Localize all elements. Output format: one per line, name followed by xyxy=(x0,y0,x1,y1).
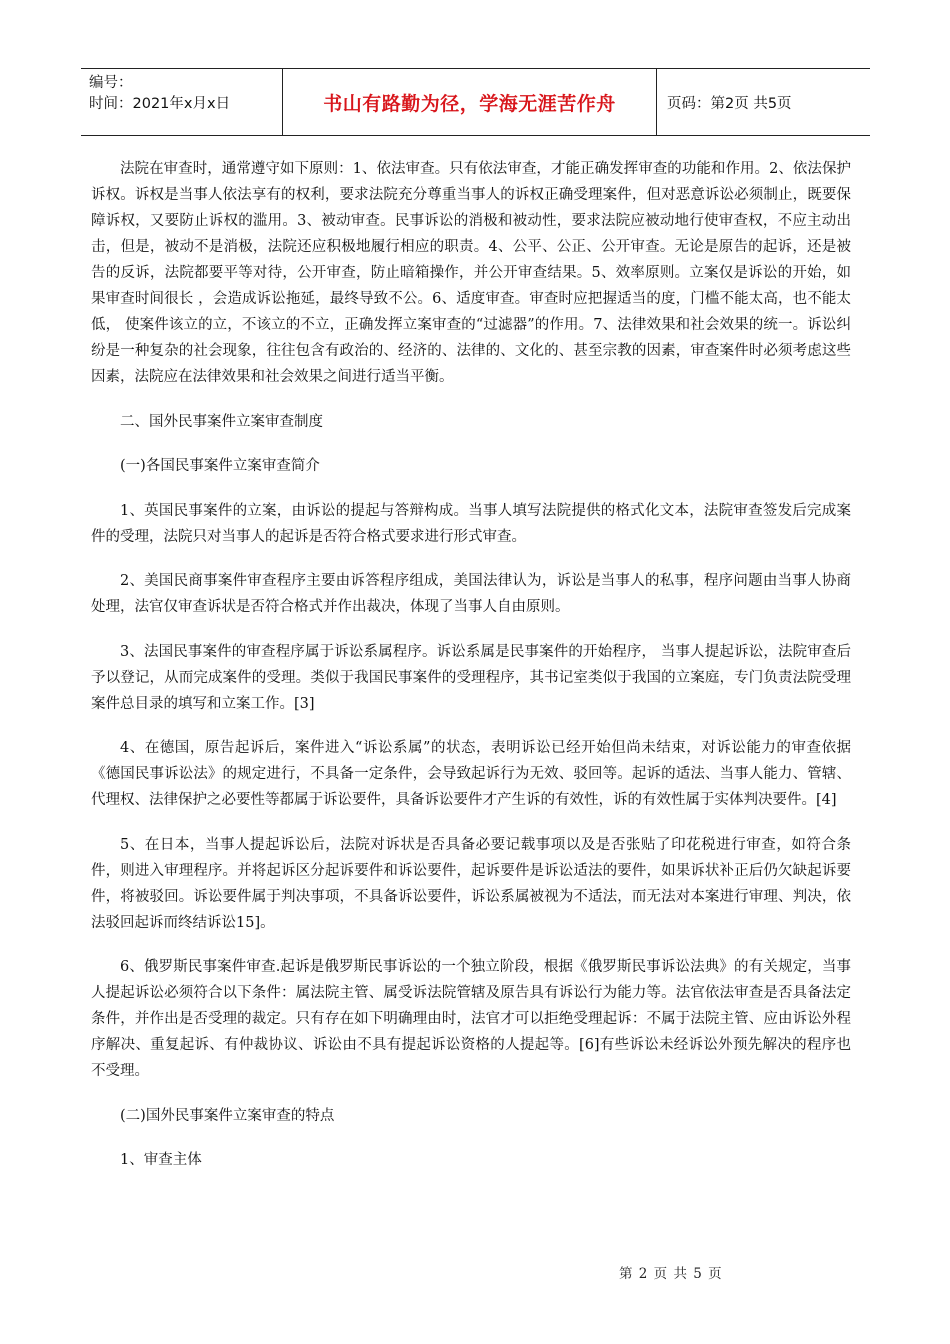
paragraph-germany: 4、在德国，原告起诉后，案件进入“诉讼系属”的状态，表明诉讼已经开始但尚未结束，对诉讼能力的审查依据《德国民事诉讼法》的规定进行，不具备一定条件，会导致起诉行为无效、驳回等。起诉的适法、当事人能力、管辖、代理权、法律保护之必要性等都属于诉讼要件，具备诉讼要件才产生诉的有效性，诉的有效性属于实体判决要件。[4] xyxy=(91,740,851,808)
document-number-label: 编号： xyxy=(89,75,133,91)
subsection-heading-features: (二)国外民事案件立案审查的特点 xyxy=(120,1107,335,1124)
document-header xyxy=(81,68,870,136)
document-body xyxy=(91,156,851,1192)
page-footer: 第 2 页 共 5 页 xyxy=(619,1266,723,1282)
header-motto: 书山有路勤为径，学海无涯苦作舟 xyxy=(283,69,657,135)
document-date-label: 时间：2021年x月x日 xyxy=(89,96,231,112)
header-page-number: 页码：第2页 共5页 xyxy=(667,95,792,112)
paragraph-russia: 6、俄罗斯民事案件审查.起诉是俄罗斯民事诉讼的一个独立阶段，根据《俄罗斯民事诉讼法典》的有关规定，当事人提起诉讼必须符合以下条件：属法院主管、属受诉法院管辖及原告具有诉讼行为能力等。法官依法审查是否具备法定条件，并作出是否受理的裁定。只有存在如下明确理由时，法官才可以拒绝受理起诉：不属于法院主管、应由诉讼外程序解决、重复起诉、有仲裁协议、诉讼由不具有提起诉讼资格的人提起等。[6]有些诉讼未经诉讼外预先解决的程序也不受理。 xyxy=(91,959,851,1079)
paragraph-us: 2、美国民商事案件审查程序主要由诉答程序组成，美国法律认为，诉讼是当事人的私事，程序问题由当事人协商处理，法官仅审查诉状是否符合格式并作出裁决，体现了当事人自由原则。 xyxy=(91,573,851,615)
header-meta xyxy=(81,69,283,135)
subsection-heading-overview: (一)各国民事案件立案审查简介 xyxy=(120,458,320,474)
paragraph-uk: 1、英国民事案件的立案，由诉讼的提起与答辩构成。当事人填写法院提供的格式化文本，法院审查签发后完成案件的受理，法院只对当事人的起诉是否符合格式要求进行形式审查。 xyxy=(91,502,851,545)
item-heading-review-subject: 1、审查主体 xyxy=(120,1152,202,1168)
paragraph-review-principles: 法院在审查时，通常遵守如下原则：1、依法审查。只有依法审查，才能正确发挥审查的功能和作用。2、依法保护诉权。诉权是当事人依法享有的权利，要求法院充分尊重当事人的诉权正确受理案件，但对恶意诉讼必须制止，既要保障诉权，又要防止诉权的滥用。3、被动审查。民事诉讼的消极和被动性，要求法院应被动地行使审查权，不应主动出击，但是，被动不是消极，法院还应积极地履行相应的职责。4、公平、公正、公开审查。无论是原告的起诉，还是被告的反诉，法院都要平等对待，公开审查，防止暗箱操作，并公开审查结果。5、效率原则。立案仅是诉讼的开始，如果审查时间很长 ，会造成诉讼拖延，最终导致不公。6、适度审查。审查时应把握适当的度，门槛不能太高，也不能太低， 使案件该立的立，不该立的不立，正确发挥立案审查的“过滤器”的作用。7、法律效果和社会效果的统一。诉讼纠纷是一种复杂的社会现象，往往包含有政治的、经济的、法律的、文化的、甚至宗教的因素，审查案件时必须考虑这些因素，法院应在法律效果和社会效果之间进行适当平衡。 xyxy=(91,161,851,385)
paragraph-france: 3、法国民事案件的审查程序属于诉讼系属程序。诉讼系属是民事案件的开始程序， 当事人提起诉讼，法院审查后予以登记，从而完成案件的受理。类似于我国民事案件的受理程序，其书记室类似于我国的立案庭，专门负责法院受理案件总目录的填写和立案工作。[3] xyxy=(91,643,851,712)
section-heading-foreign-system: 二、国外民事案件立案审查制度 xyxy=(120,413,323,430)
paragraph-japan: 5、在日本，当事人提起诉讼后，法院对诉状是否具备必要记载事项以及是否张贴了印花税进行审查，如符合条件，则进入审理程序。并将起诉区分起诉要件和诉讼要件，起诉要件是诉讼适法的要件，如果诉状补正后仍欠缺起诉要件，将被驳回。诉讼要件属于判决事项，不具备诉讼要件，诉讼系属被视为不适法，而无法对本案进行审理、判决，依法驳回起诉而终结诉讼15]。 xyxy=(91,836,851,931)
